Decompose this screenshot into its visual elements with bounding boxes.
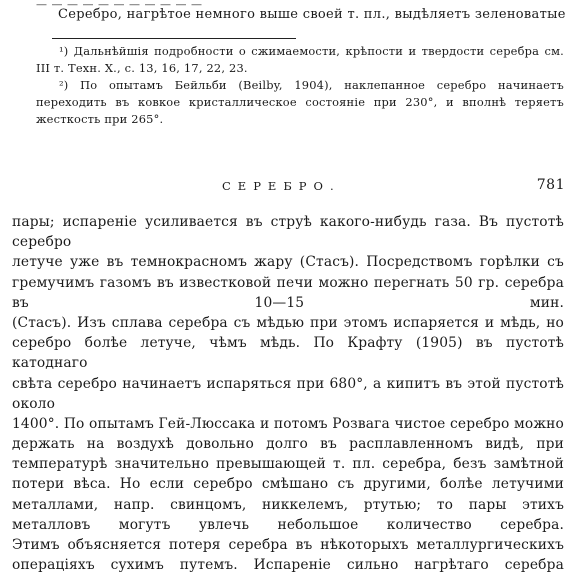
text-line: металловъ могутъ увлечь небольшое количество серебра. [12, 516, 564, 533]
footnotes [36, 43, 564, 128]
text-line: серебро [12, 234, 72, 251]
text-line: серебро болѣе летуче, чѣмъ мѣдь. По Крафту (1905) въ пустотѣ [12, 335, 564, 352]
text-line: держать на воздухѣ довольно долго въ расплавленномъ видѣ, при [12, 436, 564, 453]
text-line: температурѣ значительно превышающей т. пл. серебра, безъ замѣтной [12, 456, 564, 473]
main-body-text [12, 212, 564, 575]
text-line: потери вѣса. Но если серебро смѣшано съ другими, болѣе летучими [12, 476, 564, 493]
text-line: въ 10—15 мин. [12, 294, 564, 311]
footnote-2: ²) По опытамъ Бейльби (Beilby, 1904), наклепанное серебро начинаетъ переходить въ ковкое кристаллическое состояніе при 230°, и вполнѣ теряетъ жесткость при 265°. [36, 78, 564, 126]
previous-page-fragment [0, 0, 575, 150]
text-line: летуче уже въ темнокрасномъ жару (Стасъ). Посредствомъ горѣлки съ [12, 254, 564, 271]
text-line: около [12, 395, 56, 412]
running-title: СЕРЕБРО. [222, 179, 341, 193]
text-line: катоднаго [12, 355, 88, 372]
running-head [0, 179, 575, 201]
text-line: металлами, напр. свинцомъ, никкелемъ, ртутью; то пары этихъ [12, 496, 564, 513]
text-line: операціяхъ сухимъ путемъ. Испареніе сильно нагрѣтаго серебра [12, 557, 564, 574]
text-line: пары; испареніе усиливается въ струѣ какого-нибудь газа. Въ пустотѣ [12, 214, 564, 230]
footnote-1: ¹) Дальнѣйшія подробности о сжимаемости, крѣпости и твердости серебра см. III т. Техн. X., с. 13, 16, 17, 22, 23. [36, 44, 564, 75]
text-line: Этимъ объясняется потеря серебра въ нѣкоторыхъ металлургическихъ [12, 537, 564, 553]
previous-page-body-line: Серебро, нагрѣтое немного выше своей т. пл., выдѣляетъ зеленоватые [58, 7, 566, 22]
page-number: 781 [536, 177, 565, 193]
cut-off-top-line: — — — — — — — — — — — [36, 0, 203, 11]
text-line: гремучимъ газомъ въ известковой печи можно перегнать 50 гр. серебра [12, 274, 564, 291]
text-line: (Стасъ). Изъ сплава серебра съ мѣдью при этомъ испаряется и мѣдь, но [12, 314, 564, 331]
footnote-rule [52, 38, 296, 39]
text-line: свѣта серебро начинаетъ испаряться при 680°, а кипитъ въ этой пустотѣ [12, 375, 564, 392]
text-line: 1400°. По опытамъ Гей-Люссака и потомъ Розвага чистое серебро можно [12, 415, 564, 432]
page-gap [0, 150, 575, 174]
